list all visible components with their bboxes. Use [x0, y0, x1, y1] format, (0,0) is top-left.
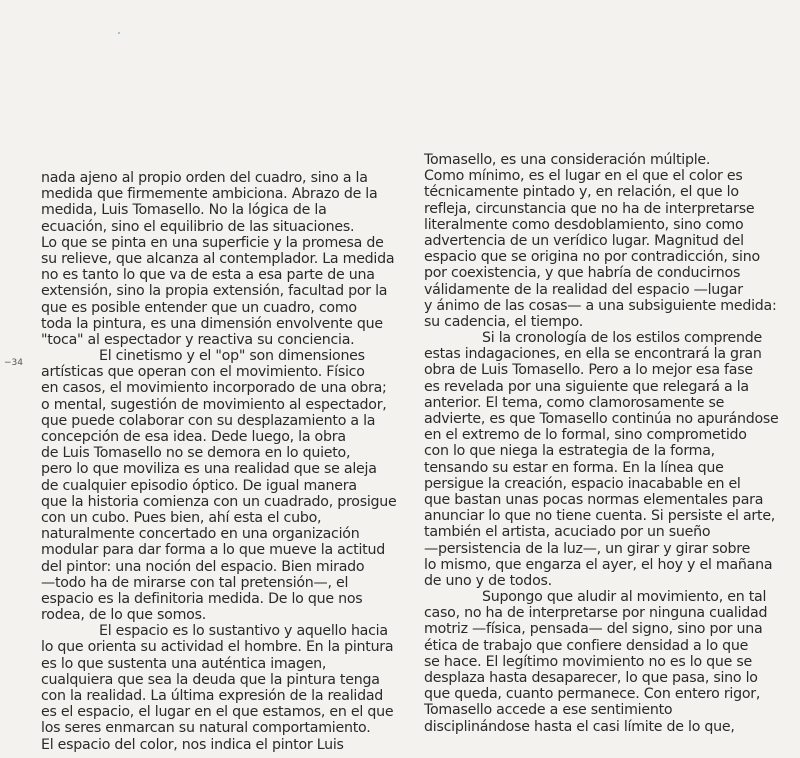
text-line: lo mismo, que engarza el ayer, el hoy y el mañana [424, 556, 773, 573]
text-line: cualquiera que sea la deuda que la pintura tenga [41, 671, 380, 688]
text-line: advierte, es que Tomasello continúa no apurándose [424, 411, 779, 427]
text-line: Si la cronología de los estilos comprende [482, 330, 762, 347]
text-line: disciplinándose hasta el casi límite de lo que, [424, 718, 735, 735]
text-line: también el artista, acuciado por un sueño [424, 524, 711, 541]
text-line: en casos, el movimiento incorporado de una obra; [41, 380, 387, 397]
text-line: es lo que sustenta una auténtica imagen, [41, 655, 327, 672]
text-line: desplaza hasta desaparecer, lo que pasa, sino lo [424, 670, 758, 686]
text-line: Lo que se pinta en una superficie y la promesa de [41, 234, 384, 251]
paper-speck [118, 32, 120, 34]
text-line: no es tanto lo que va de esta a esa parte de una [41, 267, 375, 284]
text-line: refleja, circunstancia que no ha de interpretarse [424, 200, 755, 217]
text-line: su relieve, que alcanza al contemplador. La medida [41, 250, 395, 267]
text-line: del pintor: una noción del espacio. Bien mirado [41, 558, 365, 575]
text-line: Tomasello accede a ese sentimiento [424, 702, 673, 719]
text-line: lo que orienta su actividad el hombre. En la pintura [41, 639, 394, 656]
text-line: naturalmente concertado en una organización [41, 526, 360, 543]
text-line: El cinetismo y el "op" son dimensiones [99, 348, 365, 365]
text-line: Supongo que aludir al movimiento, en tal [482, 589, 767, 606]
text-line: estas indagaciones, en ella se encontrará la gran [424, 346, 762, 363]
text-line: nada ajeno al propio orden del cuadro, sino a la [41, 170, 368, 186]
text-line: medida que firmemente ambiciona. Abrazo de la [41, 186, 378, 203]
text-line: ecuación, sino el equilibrio de las situaciones. [41, 218, 355, 235]
text-line: técnicamente pintado y, en relación, el que lo [424, 184, 739, 201]
text-line: medida, Luis Tomasello. No la lógica de la [41, 202, 327, 219]
text-line: modular para dar forma a lo que mueve la actitud [41, 542, 385, 559]
text-line: pero lo que moviliza es una realidad que se aleja [41, 461, 377, 478]
text-line: advertencia de un verídico lugar. Magnitud del [424, 232, 744, 249]
text-line: que bastan unas pocas normas elementales para [424, 491, 764, 508]
text-line: de Luis Tomasello no se demora en lo quieto, [41, 445, 351, 462]
text-line: con lo que niega la estrategia de la forma, [424, 443, 715, 460]
text-line: espacio es la definitoria medida. De lo que nos [41, 590, 363, 607]
text-line: toda la pintura, es una dimensión envolvente que [41, 315, 383, 332]
text-line: de cualquier episodio óptico. De igual manera [41, 477, 357, 494]
page-number: −34 [4, 358, 23, 368]
text-line: anunciar lo que no tiene cuenta. Si persiste el arte, [424, 508, 776, 525]
text-line: ética de trabajo que confiere densidad a lo que [424, 637, 749, 654]
text-line: por coexistencia, y que habría de conducirnos [424, 265, 741, 282]
text-line: literalmente como desdoblamiento, sino como [424, 216, 744, 233]
text-line: en el extremo de lo formal, sino comprometido [424, 427, 747, 444]
text-line: —todo ha de mirarse con tal pretensión—, el [41, 574, 349, 591]
text-line: con un cubo. Pues bien, ahí esta el cubo, [41, 509, 322, 526]
text-line: caso, no ha de interpretarse por ninguna cualidad [424, 605, 768, 622]
text-line: motriz —física, pensada— del signo, sino por una [424, 621, 763, 638]
text-line: que la historia comienza con un cuadrado, prosigue [41, 493, 397, 510]
text-line: válidamente de la realidad del espacio —lugar [424, 281, 743, 298]
text-line: Tomasello, es una consideración múltiple. [424, 152, 711, 168]
text-line: El espacio es lo sustantivo y aquello hacia [99, 623, 388, 640]
text-line: persigue la creación, espacio inacabable en el [424, 475, 741, 492]
text-line: El espacio del color, nos indica el pintor Luis [41, 736, 344, 753]
text-line: tensando su estar en forma. En la línea que [424, 459, 724, 476]
text-line: y ánimo de las cosas— a una subsiguiente medida: [424, 297, 777, 314]
text-line: los seres enmarcan su natural comportamiento. [41, 720, 371, 737]
text-line: obra de Luis Tomasello. Pero a lo mejor esa fase [424, 362, 753, 379]
text-line: o mental, sugestión de movimiento al espectador, [41, 396, 387, 413]
text-line: que puede colaborar con su desplazamiento a la [41, 412, 376, 429]
text-line: extensión, sino la propia extensión, facultad por la [41, 283, 388, 300]
text-line: de uno y de todos. [424, 572, 552, 589]
text-line: con la realidad. La última expresión de la realidad [41, 688, 384, 704]
text-line: se hace. El legítimo movimiento no es lo que se [424, 653, 753, 670]
text-line: anterior. El tema, como clamorosamente se [424, 394, 725, 411]
text-line: que queda, cuanto permanece. Con entero rigor, [424, 686, 761, 703]
text-line: su cadencia, el tiempo. [424, 313, 583, 330]
text-line: Como mínimo, es el lugar en el que el color es [424, 168, 743, 185]
text-line: "toca" al espectador y reactiva su conciencia. [41, 331, 355, 348]
text-line: artísticas que operan con el movimiento. Físico [41, 364, 365, 381]
text-line: espacio que se origina no por contradicción, sino [424, 249, 760, 266]
text-line: rodea, de lo que somos. [41, 607, 206, 624]
right-text-column [424, 152, 779, 735]
text-line: concepción de esa idea. Dede luego, la obra [41, 429, 346, 445]
left-text-column [41, 170, 397, 753]
text-line: es el espacio, el lugar en el que estamos, en el que [41, 704, 394, 721]
text-line: es revelada por una siguiente que relegará a la [424, 378, 749, 395]
text-line: —persistencia de la luz—, un girar y girar sobre [424, 540, 751, 557]
text-line: que es posible entender que un cuadro, como [41, 299, 357, 316]
